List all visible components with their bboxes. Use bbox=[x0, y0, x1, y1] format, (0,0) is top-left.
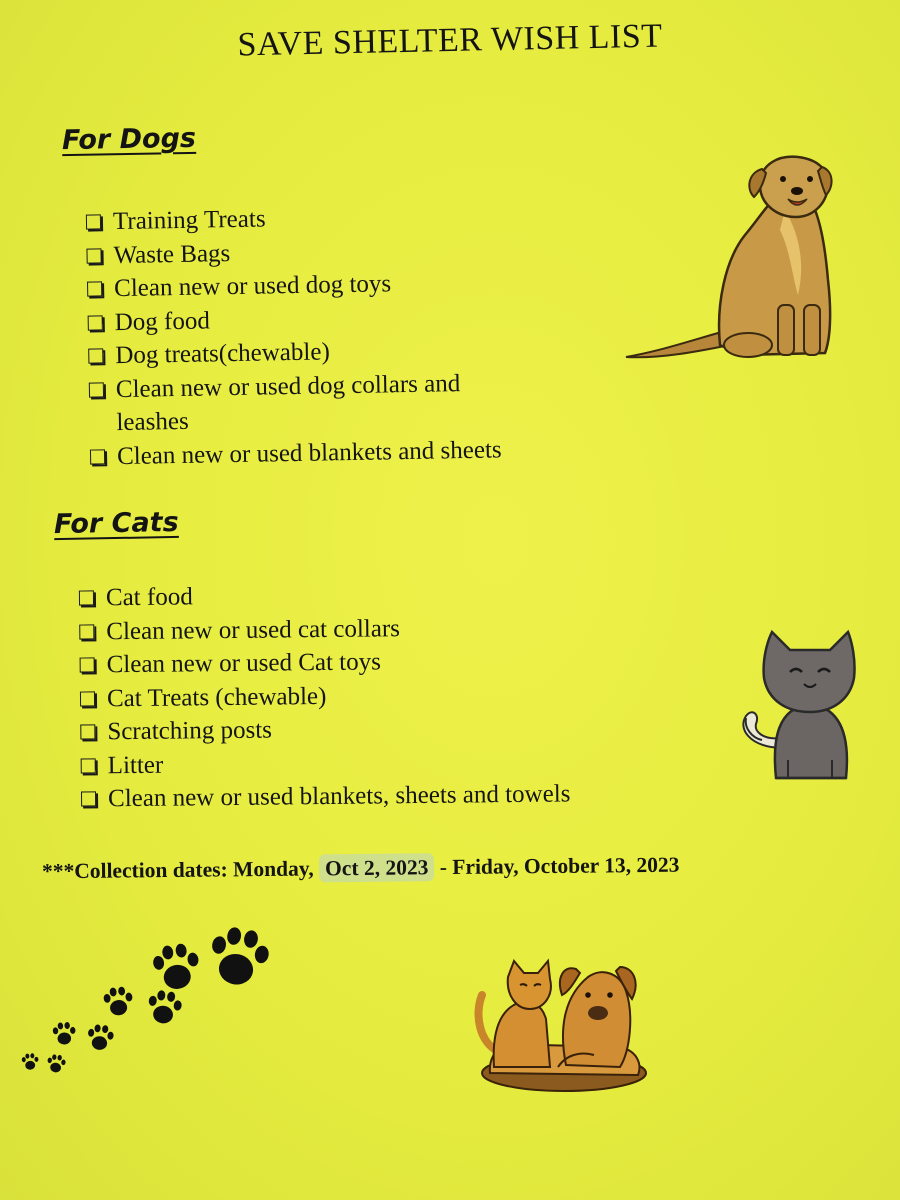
list-item bbox=[79, 610, 569, 649]
checkbox-icon bbox=[89, 382, 104, 397]
item-label: Cat Treats (chewable) bbox=[106, 682, 327, 712]
checkbox-icon bbox=[81, 791, 96, 806]
collection-prefix: ***Collection dates: Monday, bbox=[41, 856, 320, 884]
page-title: SAVE SHELTER WISH LIST bbox=[237, 17, 663, 64]
list-item bbox=[81, 777, 571, 816]
list-item bbox=[90, 433, 502, 474]
item-label: leashes bbox=[116, 407, 189, 437]
item-label: Clean new or used Cat toys bbox=[106, 648, 382, 679]
cats-section-heading: For Cats bbox=[53, 506, 179, 541]
cat-illustration bbox=[738, 628, 880, 788]
item-label: Training Treats bbox=[112, 205, 266, 236]
collection-end: - Friday, October 13, 2023 bbox=[434, 852, 680, 880]
checkbox-icon bbox=[87, 281, 102, 296]
checkbox-icon bbox=[86, 214, 101, 229]
list-item bbox=[79, 643, 569, 682]
list-item bbox=[81, 744, 571, 783]
item-label: Clean new or used dog collars and bbox=[115, 369, 461, 403]
item-label: Dog food bbox=[114, 306, 211, 336]
list-item bbox=[79, 576, 569, 615]
item-label: Litter bbox=[107, 751, 164, 779]
checkbox-icon bbox=[88, 348, 103, 363]
item-label: Clean new or used cat collars bbox=[106, 614, 401, 645]
list-item bbox=[80, 677, 570, 716]
dogs-checklist bbox=[86, 198, 502, 473]
checkbox-icon bbox=[79, 624, 94, 639]
checkbox-icon bbox=[80, 724, 95, 739]
checkbox-icon bbox=[81, 758, 96, 773]
checkbox-icon bbox=[88, 315, 103, 330]
dog-and-cat-illustration bbox=[470, 955, 650, 1095]
collection-dates bbox=[42, 853, 680, 885]
item-label: Clean new or used blankets, sheets and towels bbox=[107, 780, 571, 813]
list-item bbox=[80, 710, 570, 749]
item-label: Clean new or used dog toys bbox=[113, 270, 392, 303]
checkbox-icon bbox=[86, 248, 101, 263]
checkbox-icon bbox=[80, 691, 95, 706]
checkbox-icon bbox=[90, 449, 105, 464]
dogs-section-heading: For Dogs bbox=[61, 122, 197, 157]
item-label: Waste Bags bbox=[113, 239, 231, 269]
collection-start-date: Oct 2, 2023 bbox=[319, 853, 435, 882]
paw-prints-decoration bbox=[18, 920, 278, 1080]
checkbox-icon bbox=[79, 590, 94, 605]
item-label: Scratching posts bbox=[107, 716, 273, 746]
item-label: Cat food bbox=[105, 583, 193, 612]
item-label: Clean new or used blankets and sheets bbox=[116, 435, 502, 470]
dog-illustration bbox=[620, 155, 845, 365]
checkbox-icon bbox=[80, 657, 95, 672]
cats-checklist bbox=[79, 576, 571, 816]
item-label: Dog treats(chewable) bbox=[115, 338, 331, 370]
